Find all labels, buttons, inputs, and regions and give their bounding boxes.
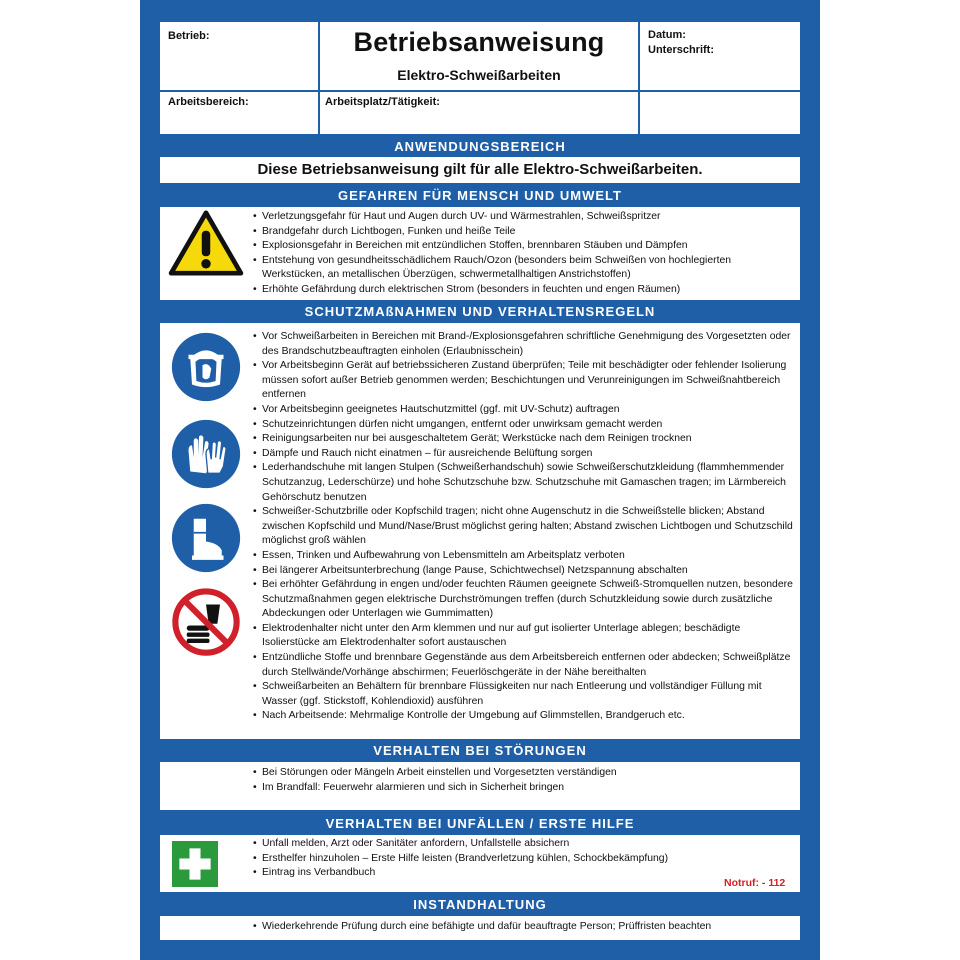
list-item: • Erhöhte Gefährdung durch elektrischen Strom (besonders in feuchten und engen Räumen) bbox=[253, 283, 788, 298]
datum-field bbox=[640, 22, 800, 90]
list-item: • Bei längerer Arbeitsunterbrechung (lange Pause, Schichtwechsel) Netzspannung abschalten bbox=[253, 564, 793, 579]
schutz-list bbox=[253, 330, 793, 724]
betrieb-field bbox=[160, 22, 318, 90]
stoerungen-section bbox=[160, 762, 800, 810]
section-heading-stoerungen: VERHALTEN BEI STÖRUNGEN bbox=[373, 743, 587, 758]
list-item: • Schweißarbeiten an Behältern für brennbare Flüssigkeiten nur nach Entleerung und vollständiger Füllung mit Wasser (ggf. Stickstoff, Kohlendioxid) ausführen bbox=[253, 680, 793, 709]
list-item: • Bei Störungen oder Mängeln Arbeit einstellen und Vorgesetzten verständigen bbox=[253, 766, 793, 781]
section-heading-gefahren: GEFAHREN FÜR MENSCH UND UMWELT bbox=[338, 188, 622, 203]
first-aid-cross-icon bbox=[172, 841, 218, 887]
arbeitsplatz-field bbox=[320, 92, 638, 134]
list-item: • Schutzeinrichtungen dürfen nicht umgangen, entfernt oder unwirksam gemacht werden bbox=[253, 418, 793, 433]
list-item: • Vor Arbeitsbeginn geeignetes Hautschutzmittel (ggf. mit UV-Schutz) auftragen bbox=[253, 403, 793, 418]
protective-gloves-icon bbox=[171, 419, 241, 489]
list-item: • Schweißer-Schutzbrille oder Kopfschild tragen; nicht ohne Augenschutz in die Schweißstelle blicken; Abstand zwischen Kopfschild und Mund/Nase/Brust möglichst gering halten; Abstand zwischen Lichtbogen und Schutzschild möglichst groß wählen bbox=[253, 505, 793, 549]
operating-instructions-sheet bbox=[140, 0, 820, 960]
list-item: • Explosionsgefahr in Bereichen mit entzündlichen Stoffen, brennbaren Stäuben und Dämpfen bbox=[253, 239, 788, 254]
list-item: • Verletzungsgefahr für Haut und Augen durch UV- und Wärmestrahlen, Schweißspritzer bbox=[253, 210, 788, 225]
unfaelle-section bbox=[160, 835, 800, 892]
stoerungen-list bbox=[253, 766, 793, 795]
gefahren-section bbox=[160, 207, 800, 300]
section-heading-instandhaltung: INSTANDHALTUNG bbox=[413, 897, 547, 912]
face-shield-icon bbox=[171, 332, 241, 402]
title-box bbox=[320, 22, 638, 90]
section-heading-schutz: SCHUTZMAßNAHMEN UND VERHALTENSREGELN bbox=[304, 304, 656, 319]
list-item: • Entzündliche Stoffe und brennbare Gegenstände aus dem Arbeitsbereich entfernen oder abdecken; Schweißplätze durch Stellwände/Vorhänge abschirmen; Feuerlöschgeräte in der Nähe bereithalten bbox=[253, 651, 793, 680]
page-subtitle: Elektro-Schweißarbeiten bbox=[397, 67, 561, 83]
unterschrift-label: Unterschrift: bbox=[648, 44, 715, 56]
list-item: • Vor Arbeitsbeginn Gerät auf betriebssicheren Zustand überprüfen; Teile mit beschädigter oder fehlender Isolierung müssen sofort außer Betrieb genommen werden; Beschichtungen und Verunreinigungen im Schweißnahtbereich entfernen bbox=[253, 359, 793, 403]
datum-label: Datum: bbox=[648, 29, 686, 41]
list-item: • Entstehung von gesundheitsschädlichem Rauch/Ozon (besonders beim Schweißen von hochlegierten Werkstücken, an metallischen Überzügen, schwermetallhaltigen Anstrichstoffen) bbox=[253, 254, 788, 283]
list-item: • Bei erhöhter Gefährdung in engen und/oder feuchten Räumen geeignete Schweiß-Stromquellen nutzen, besondere Schutzmaßnahmen gegen elektrische Durchströmungen treffen (durch Schutzkleidung sowie durch zusätzliche Abdeckungen oder Unterlagen wie Gummimatten) bbox=[253, 578, 793, 622]
list-item: • Essen, Trinken und Aufbewahrung von Lebensmitteln am Arbeitsplatz verboten bbox=[253, 549, 793, 564]
list-item: • Wiederkehrende Prüfung durch eine befähigte und dafür beauftragte Person; Prüffristen beachten bbox=[253, 920, 793, 935]
anwendungsbereich-text: Diese Betriebsanweisung gilt für alle Elektro-Schweißarbeiten. bbox=[257, 161, 703, 178]
unfaelle-list bbox=[253, 837, 773, 881]
list-item: • Elektrodenhalter nicht unter den Arm klemmen und nur auf gut isolierter Unterlage ablegen; beschädigte Isolierstücke am Elektrodenhalter sofort austauschen bbox=[253, 622, 793, 651]
list-item: • Im Brandfall: Feuerwehr alarmieren und sich in Sicherheit bringen bbox=[253, 781, 793, 796]
list-item: • Nach Arbeitsende: Mehrmalige Kontrolle der Umgebung auf Glimmstellen, Brandgeruch etc. bbox=[253, 709, 793, 724]
instandhaltung-list bbox=[253, 920, 793, 935]
list-item: • Dämpfe und Rauch nicht einatmen – für ausreichende Belüftung sorgen bbox=[253, 447, 793, 462]
anwendungsbereich-section bbox=[160, 157, 800, 183]
list-item: • Unfall melden, Arzt oder Sanitäter anfordern, Unfallstelle absichern bbox=[253, 837, 773, 852]
list-item: • Lederhandschuhe mit langen Stulpen (Schweißerhandschuh) sowie Schweißerschutzkleidung (flammhemmender Schutzanzug, Lederschürze) und hohe Schutzschuhe bzw. Schutzschuhe mit Gamaschen tragen; im Lärmbereich Gehörschutz benutzen bbox=[253, 461, 793, 505]
instandhaltung-section bbox=[160, 916, 800, 940]
safety-boots-icon bbox=[171, 503, 241, 573]
schutz-section bbox=[160, 323, 800, 739]
section-heading-anwendungsbereich: ANWENDUNGSBEREICH bbox=[394, 139, 566, 154]
page-title: Betriebsanweisung bbox=[353, 27, 605, 57]
section-heading-unfaelle: VERHALTEN BEI UNFÄLLEN / ERSTE HILFE bbox=[325, 816, 635, 831]
list-item: • Eintrag ins Verbandbuch bbox=[253, 866, 773, 881]
arbeitsbereich-field bbox=[160, 92, 318, 134]
list-item: • Vor Schweißarbeiten in Bereichen mit Brand-/Explosionsgefahren schriftliche Genehmigung des Vorgesetzten oder des Brandschutzbeauftragten einholen (Erlaubnisschein) bbox=[253, 330, 793, 359]
list-item: • Brandgefahr durch Lichtbogen, Funken und heiße Teile bbox=[253, 225, 788, 240]
emergency-number: Notruf: - 112 bbox=[724, 877, 786, 889]
list-item: • Reinigungsarbeiten nur bei ausgeschaltetem Gerät; Werkstücke nach dem Reinigen trocknen bbox=[253, 432, 793, 447]
gefahren-list bbox=[253, 210, 788, 298]
warning-triangle-icon bbox=[168, 210, 244, 276]
blank-field bbox=[640, 92, 800, 134]
arbeitsbereich-label: Arbeitsbereich: bbox=[168, 96, 249, 108]
betrieb-label: Betrieb: bbox=[168, 30, 210, 42]
list-item: • Ersthelfer hinzuholen – Erste Hilfe leisten (Brandverletzung kühlen, Schockbekämpfung) bbox=[253, 852, 773, 867]
arbeitsplatz-label: Arbeitsplatz/Tätigkeit: bbox=[325, 96, 440, 108]
no-food-drink-icon bbox=[171, 587, 241, 657]
